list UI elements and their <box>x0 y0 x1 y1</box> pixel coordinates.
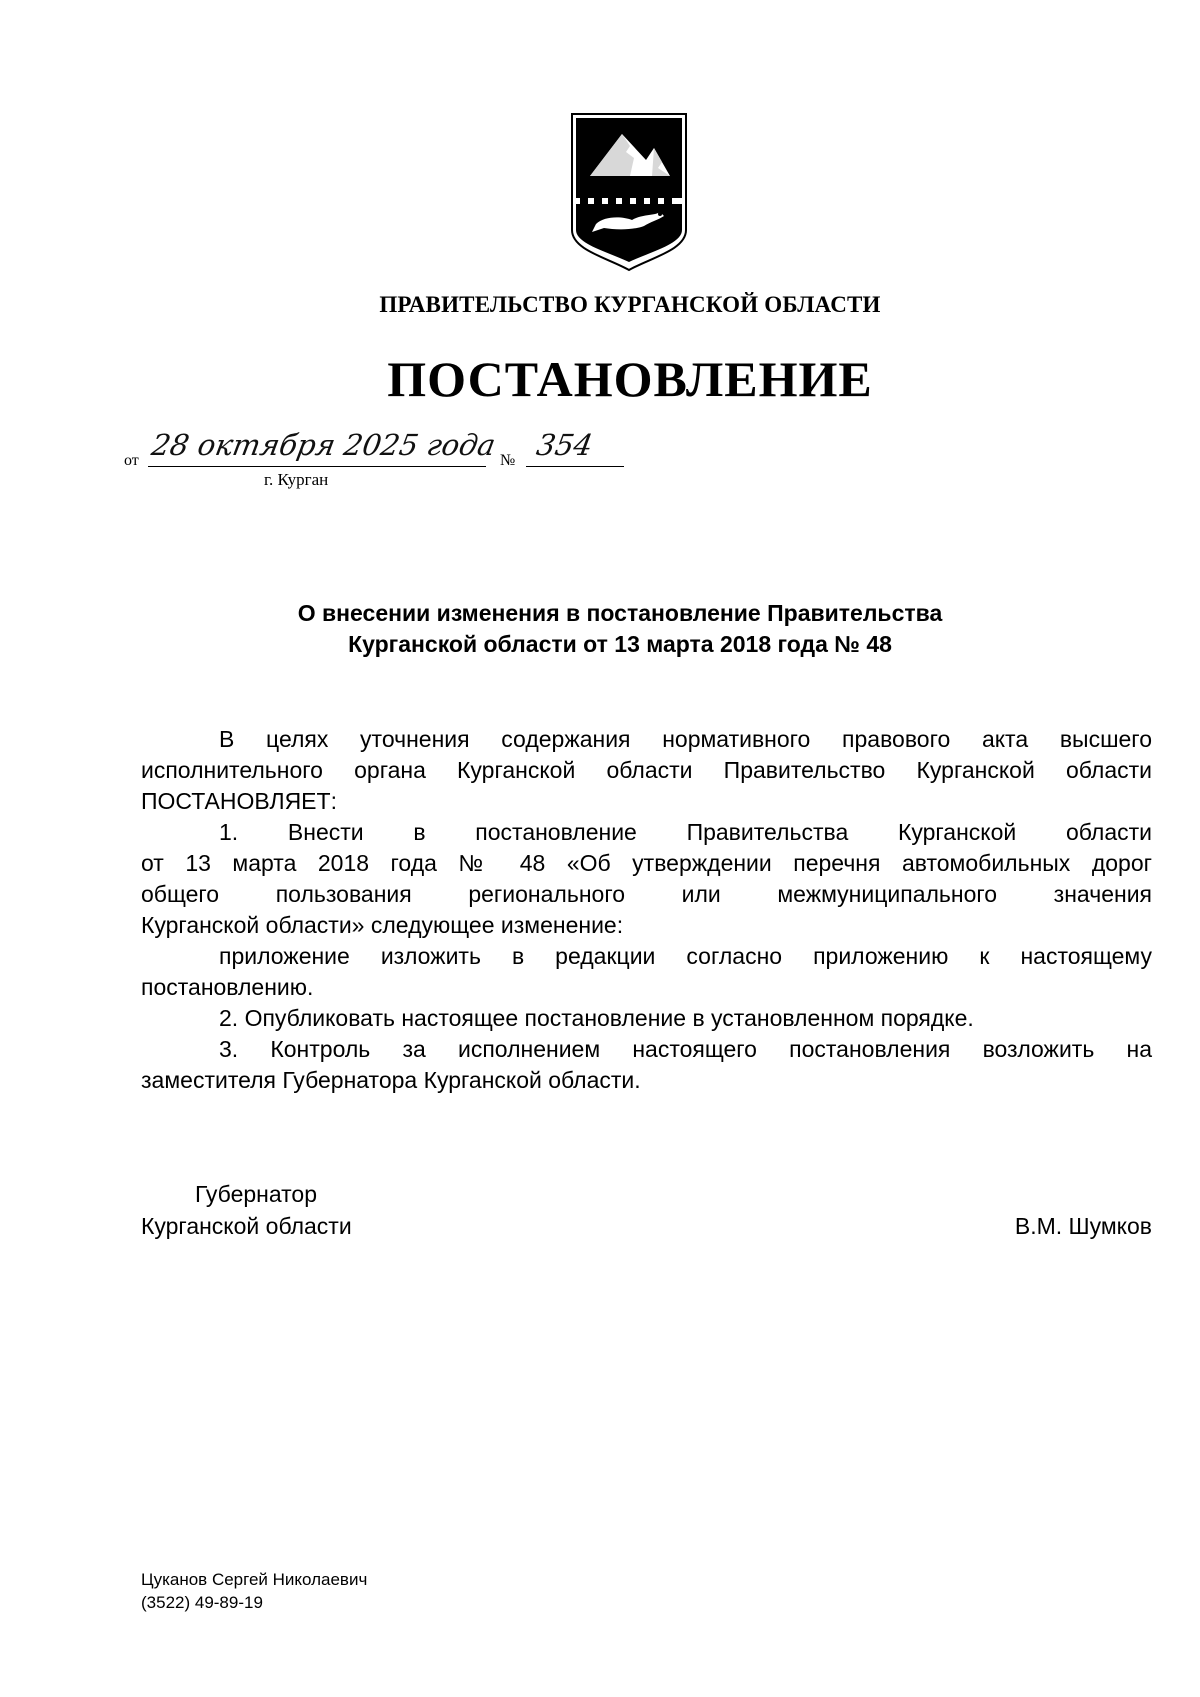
resolves-label: ПОСТАНОВЛЯЕТ: <box>141 788 337 814</box>
preamble-line-1: В целях уточнения содержания нормативного правового акта высшего <box>219 726 1152 752</box>
signatory-position-line-1: Губернатор <box>195 1181 318 1207</box>
item-3-line-1: 3. Контроль за исполнением настоящего постановления возложить на <box>219 1036 1152 1062</box>
number-underline <box>526 466 624 467</box>
preamble-line-2: исполнительного органа Курганской области Правительство Курганской области <box>141 757 1152 783</box>
item-2: 2. Опубликовать настоящее постановление в установленном порядке. <box>219 1005 974 1031</box>
document-subject <box>180 598 1060 660</box>
item-1-line-1: 1. Внести в постановление Правительства Курганской области <box>219 819 1152 845</box>
executor-name: Цуканов Сергей Николаевич <box>141 1570 368 1589</box>
subject-line-1: О внесении изменения в постановление Правительства <box>297 600 943 626</box>
item-1-line-2: от 13 марта 2018 года № 48 «Об утверждении перечня автомобильных дорог <box>141 850 1152 876</box>
executor-phone: (3522) 49-89-19 <box>141 1593 263 1612</box>
date-underline <box>148 466 486 467</box>
signatory-position-line-2: Курганской области <box>141 1213 352 1239</box>
item-3-line-2: заместителя Губернатора Курганской области. <box>141 1067 641 1093</box>
document-body <box>141 724 1152 1096</box>
subitem-line-1: приложение изложить в редакции согласно приложению к настоящему <box>219 943 1152 969</box>
number-prefix: № <box>500 452 516 469</box>
city-label: г. Курган <box>264 470 329 489</box>
signatory-name: В.М. Шумков <box>1014 1213 1152 1239</box>
item-1-line-3: общего пользования регионального или межмуниципального значения <box>141 881 1152 907</box>
organization-name: ПРАВИТЕЛЬСТВО КУРГАНСКОЙ ОБЛАСТИ <box>379 292 881 317</box>
executor-info <box>141 1568 367 1614</box>
handwritten-number: 354 <box>534 428 596 462</box>
kurgan-coat-of-arms-icon <box>570 112 688 272</box>
subitem-line-2: постановлению. <box>141 974 314 1000</box>
document-type-title: ПОСТАНОВЛЕНИЕ <box>387 351 873 407</box>
subject-line-2: Курганской области от 13 марта 2018 года № 48 <box>348 631 892 657</box>
item-1-line-4: Курганской области» следующее изменение: <box>141 912 624 938</box>
date-prefix: от <box>124 452 139 469</box>
signatory-position <box>141 1178 352 1242</box>
handwritten-date: 28 октября 2025 года <box>149 428 499 462</box>
